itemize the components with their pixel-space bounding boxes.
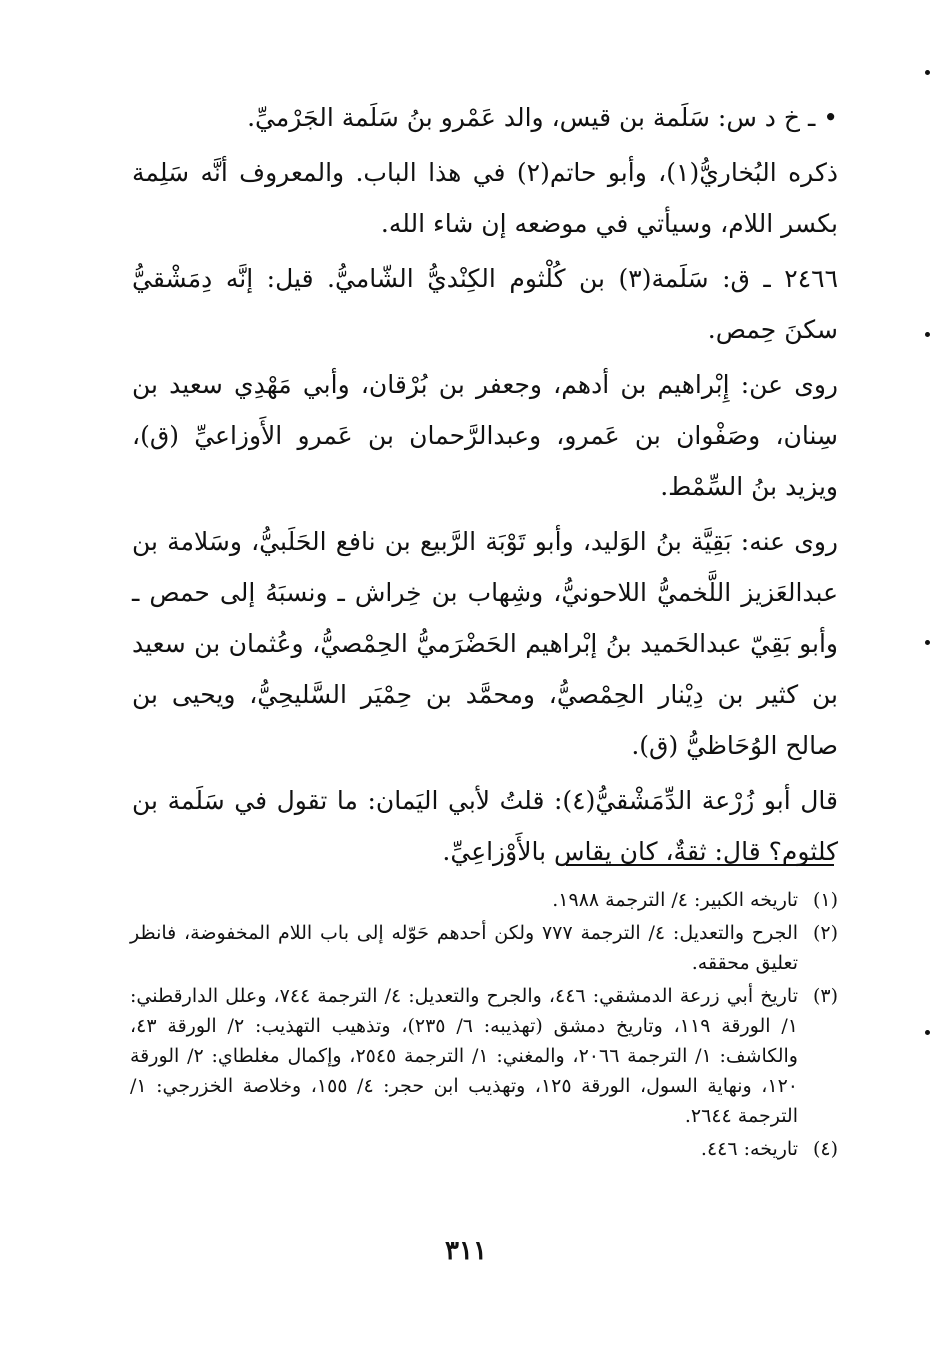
footnote-text: الجرح والتعديل: ٤/ الترجمة ٧٧٧ ولكن أحدهم حَوّله إلى باب اللام المخفوضة، فانظر تعليق محققه. (130, 922, 798, 974)
footnote-number: (٢) (812, 922, 838, 944)
main-text-block (132, 92, 838, 877)
footnote-4 (130, 1134, 838, 1164)
footnote-2 (130, 918, 838, 978)
footnote-number: (٣) (812, 985, 838, 1007)
footnote-1 (130, 885, 838, 915)
footnote-text: تاريخه: ٤٤٦. (700, 1138, 798, 1160)
scan-margin-mark (925, 70, 930, 75)
entry-narrated-from: روى عن: إِبْراهيم بن أدهم، وجعفر بن بُرْقان، وأبي مَهْدِي سعيد بن سِنان، وصَفْوان بن عَمرو، وعبدالرَّحمان بن عَمرو الأَوزاعيِّ (ق)، ويزيد بنُ السِّمْط. (132, 370, 839, 501)
entry-abu-zura-quote: قال أبو زُرْعة الدِّمَشْقيُّ(٤): قلتُ لأبي اليَمان: ما تقول في سَلَمة بن كلثوم؟ قال: ثقةٌ، كان يقاس بالأَوْزاعِيِّ. (132, 786, 838, 866)
entry-2466-header: ٢٤٦٦ ـ ق: سَلَمة(٣) بن كُلْثوم الكِنْديُّ الشّاميُّ. قيل: إنَّه دِمَشْقيُّ سكنَ حِمص. (132, 264, 838, 344)
page-number: ٣١١ (445, 1236, 487, 1266)
entry-note-bukhari: ذكره البُخاريُّ(١)، وأبو حاتم(٢) في هذا الباب. والمعروف أنَّه سَلِمة بكسر اللام، وسيأتي في موضعه إن شاء الله. (132, 158, 839, 238)
scan-margin-mark (925, 332, 930, 337)
footnotes-block (130, 885, 838, 1164)
footnote-text: تاريخ أبي زرعة الدمشقي: ٤٤٦، والجرح والتعديل: ٤/ الترجمة ٧٤٤، وعلل الدارقطني: ١/ الورقة ١١٩، وتاريخ دمشق (تهذيبه: ٦/ ٢٣٥)، وتذهيب التهذيب: ٢/ الورقة ٤٣، والكاشف: ١/ الترجمة ٢٠٦٦، والمغني: ١/ الترجمة ٢٥٤٥، وإكمال مغلطاي: ٢/ الورقة ١٢٠، ونهاية السول، الورقة ١٢٥، وتهذيب ابن حجر: ٤/ ١٥٥، وخلاصة الخزرجي: ١/ الترجمة ٢٦٤٤. (130, 985, 799, 1127)
footnote-text: تاريخه الكبير: ٤/ الترجمة ١٩٨٨. (552, 889, 798, 911)
footnote-separator (566, 864, 834, 866)
entry-salama-bin-qays: • ـ خ د س: سَلَمة بن قيس، والد عَمْرو بنُ سَلَمة الجَرْميِّ. (247, 103, 838, 132)
footnote-number: (٤) (812, 1138, 838, 1160)
footnote-number: (١) (812, 889, 838, 911)
footnote-3 (130, 981, 838, 1131)
entry-narrated-by: روى عنه: بَقِيَّة بنُ الوَليد، وأبو تَوْبَة الرَّبيع بن نافع الحَلَبيُّ، وسَلامة بن عبدالعَزيز اللَّخميُّ اللاحونيُّ، وشِهاب بن خِراش ـ ونسبَهُ إلى حمص ـ وأبو بَقِيّ عبدالحَميد بنُ إبْراهيم الحَضْرَميُّ الحِمْصيُّ، وعُثمان بن سعيد بن كثير بن دِيْنار الحِمْصيُّ، ومحمَّد بن حِمْيَر السَّليحِيُّ، ويحيى بن صالح الوُحَاظيُّ (ق). (132, 527, 838, 760)
scan-margin-mark (925, 1030, 930, 1035)
scan-margin-mark (925, 640, 930, 645)
